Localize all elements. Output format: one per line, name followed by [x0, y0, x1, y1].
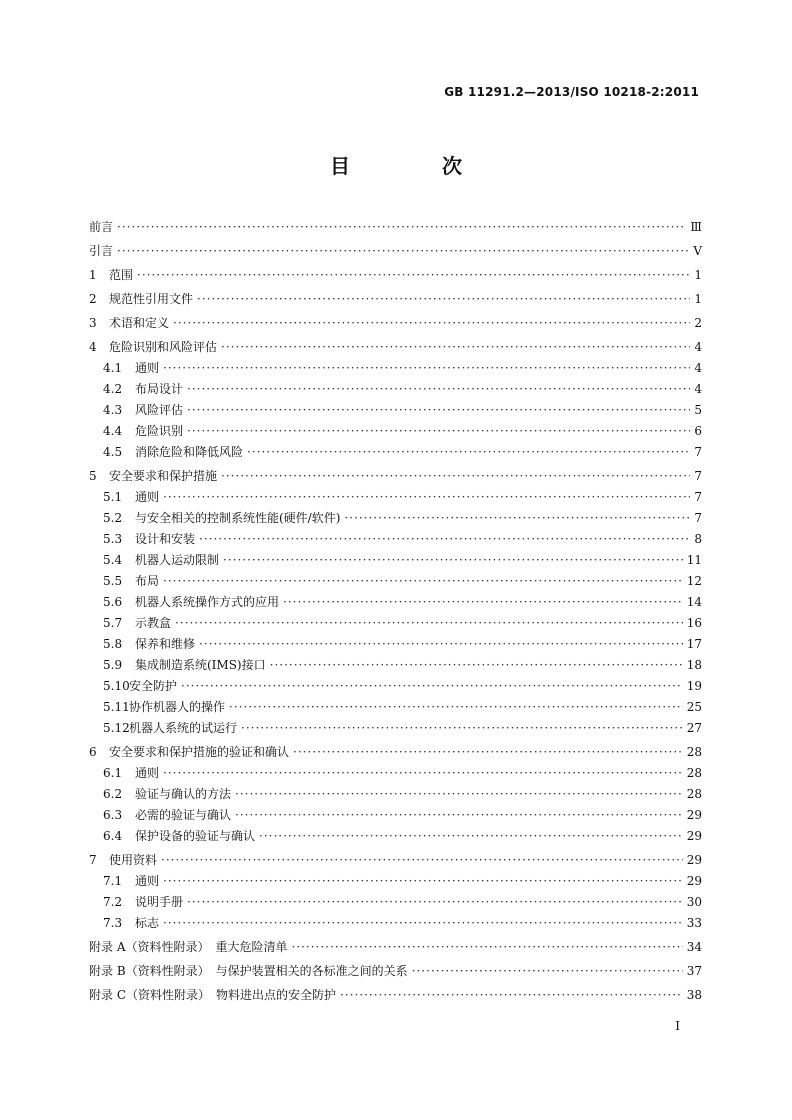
toc-entry-page: 16	[686, 616, 702, 630]
dot-leader	[163, 489, 690, 505]
toc-entry-title: 安全要求和保护措施的验证和确认	[109, 745, 290, 759]
toc-entry-number: 5.8	[103, 637, 123, 651]
toc-entry[interactable]	[89, 315, 702, 331]
toc-entry-title: 通则	[135, 766, 160, 780]
toc-entry[interactable]	[89, 915, 702, 931]
toc-entry[interactable]	[89, 423, 702, 439]
dot-leader	[117, 219, 686, 235]
toc-entry[interactable]	[89, 894, 702, 910]
toc-entry-page: 14	[686, 595, 702, 609]
toc-entry[interactable]	[89, 594, 702, 610]
dot-leader	[137, 267, 690, 283]
toc-entry[interactable]	[89, 339, 702, 355]
toc-entry-page: Ⅲ	[690, 220, 702, 234]
toc-entry[interactable]	[89, 939, 702, 955]
dot-leader	[221, 468, 690, 484]
toc-entry[interactable]	[89, 852, 702, 868]
toc-entry[interactable]	[89, 291, 702, 307]
toc-entry[interactable]	[89, 678, 702, 694]
toc-entry[interactable]	[89, 873, 702, 889]
toc-entry-title: 示教盒	[135, 616, 172, 630]
dot-leader	[223, 552, 683, 568]
dot-leader	[187, 381, 690, 397]
toc-entry[interactable]	[89, 243, 702, 259]
toc-entry-number: 4.5	[103, 445, 123, 459]
dot-leader	[283, 594, 683, 610]
toc-entry-title: 规范性引用文件	[109, 292, 194, 306]
toc-entry[interactable]	[89, 615, 702, 631]
toc-entry-number: 2	[89, 292, 97, 306]
toc-entry[interactable]	[89, 468, 702, 484]
dot-leader	[197, 291, 690, 307]
toc-entry[interactable]	[89, 489, 702, 505]
toc-entry-title: 范围	[109, 268, 134, 282]
toc-entry-page: 19	[686, 679, 702, 693]
toc-entry-number: 5	[89, 469, 97, 483]
toc-entry-title: 附录 B（资料性附录） 与保护装置相关的各标准之间的关系	[89, 964, 408, 978]
toc-entry-page: 29	[686, 853, 702, 867]
toc-entry-number: 4.3	[103, 403, 123, 417]
page-number: I	[675, 1019, 680, 1033]
toc-entry-number: 5.1	[103, 490, 123, 504]
dot-leader	[235, 786, 683, 802]
toc-entry-page: 5	[694, 403, 702, 417]
toc-entry[interactable]	[89, 219, 702, 235]
toc-entry-number: 6.1	[103, 766, 123, 780]
dot-leader	[161, 852, 683, 868]
toc-entry-page: 18	[686, 658, 702, 672]
toc-entry-number: 5.2	[103, 511, 123, 525]
toc-entry-page: 29	[686, 874, 702, 888]
toc-entry-title: 布局设计	[135, 382, 184, 396]
toc-entry-title: 设计和安装	[135, 532, 196, 546]
toc-entry-number: 5.10	[103, 679, 130, 693]
toc-entry-title: 集成制造系统(IMS)接口	[135, 658, 266, 672]
dot-leader	[221, 339, 690, 355]
toc-entry-page: 28	[686, 766, 702, 780]
toc-entry-number: 4.4	[103, 424, 123, 438]
dot-leader	[291, 939, 682, 955]
toc-entry-number: 7	[89, 853, 97, 867]
dot-leader	[241, 720, 683, 736]
toc-entry-page: 38	[686, 988, 702, 1002]
toc-entry-number: 4	[89, 340, 97, 354]
dot-leader	[175, 615, 683, 631]
toc-entry-number: 5.3	[103, 532, 123, 546]
toc-entry[interactable]	[89, 444, 702, 460]
toc-entry-page: 4	[694, 340, 702, 354]
dot-leader	[187, 894, 683, 910]
toc-entry-page: 7	[694, 490, 702, 504]
toc-entry-number: 5.11	[103, 700, 130, 714]
dot-leader	[270, 657, 683, 673]
toc-entry[interactable]	[89, 402, 702, 418]
dot-leader	[235, 807, 683, 823]
toc-entry-page: 4	[694, 361, 702, 375]
dot-leader	[340, 987, 683, 1003]
toc-entry-number: 1	[89, 268, 97, 282]
dot-leader	[187, 423, 690, 439]
toc-entry-number: 6.3	[103, 808, 123, 822]
toc-entry[interactable]	[89, 828, 702, 844]
toc-entry-page: 12	[686, 574, 702, 588]
toc-entry[interactable]	[89, 510, 702, 526]
dot-leader	[247, 444, 690, 460]
toc-entry-number: 4.1	[103, 361, 123, 375]
toc-entry-page: 29	[686, 808, 702, 822]
dot-leader	[181, 678, 683, 694]
toc-entry[interactable]	[89, 552, 702, 568]
toc-entry-title: 危险识别和风险评估	[109, 340, 218, 354]
dot-leader	[412, 963, 683, 979]
toc-entry-page: 33	[686, 916, 702, 930]
toc-entry-title: 引言	[89, 244, 114, 258]
toc-entry[interactable]	[89, 699, 702, 715]
toc-entry[interactable]	[89, 360, 702, 376]
toc-entry-page: 1	[694, 292, 702, 306]
dot-leader	[173, 315, 690, 331]
toc-entry-title: 消除危险和降低风险	[135, 445, 244, 459]
toc-entry-page: 4	[694, 382, 702, 396]
toc-entry-title: 与安全相关的控制系统性能(硬件/软件)	[135, 511, 341, 525]
toc-entry-title: 标志	[135, 916, 160, 930]
toc-entry-page: 7	[694, 445, 702, 459]
toc-entry[interactable]	[89, 657, 702, 673]
toc-entry[interactable]	[89, 963, 702, 979]
toc-entry-page: 29	[686, 829, 702, 843]
toc-entry-title: 前言	[89, 220, 114, 234]
toc-entry-page: 34	[686, 940, 702, 954]
toc-entry[interactable]	[89, 267, 702, 283]
toc-entry[interactable]	[89, 381, 702, 397]
toc-entry-title: 通则	[135, 361, 160, 375]
toc-entry-number: 4.2	[103, 382, 123, 396]
toc-entry-title: 验证与确认的方法	[135, 787, 232, 801]
toc-entry-number: 7.3	[103, 916, 123, 930]
toc-entry-page: 25	[686, 700, 702, 714]
dot-leader	[344, 510, 690, 526]
toc-entry-page: 2	[694, 316, 702, 330]
toc-entry-title: 通则	[135, 490, 160, 504]
dot-leader	[293, 744, 683, 760]
toc-entry[interactable]	[89, 744, 702, 760]
toc-entry[interactable]	[89, 786, 702, 802]
dot-leader	[163, 873, 683, 889]
toc-entry-title: 机器人运动限制	[135, 553, 220, 567]
toc-entry-page: 11	[686, 553, 702, 567]
toc-entry[interactable]	[89, 720, 702, 736]
dot-leader	[163, 765, 683, 781]
toc-entry-title: 保养和维修	[135, 637, 196, 651]
dot-leader	[163, 573, 683, 589]
dot-leader	[163, 360, 690, 376]
toc-entry-number: 6.2	[103, 787, 123, 801]
toc-entry-title: 安全要求和保护措施	[109, 469, 218, 483]
toc-entry-title: 必需的验证与确认	[135, 808, 232, 822]
toc-entry-title: 机器人系统操作方式的应用	[135, 595, 280, 609]
toc-entry-page: Ⅴ	[693, 244, 702, 258]
toc-entry-page: 17	[686, 637, 702, 651]
dot-leader	[199, 636, 683, 652]
toc-entry-number: 5.9	[103, 658, 123, 672]
toc-entry-title: 风险评估	[135, 403, 184, 417]
toc-entry-page: 27	[686, 721, 702, 735]
toc-entry-number: 3	[89, 316, 97, 330]
toc-entry-number: 5.5	[103, 574, 123, 588]
toc-entry-title: 布局	[135, 574, 160, 588]
toc-entry[interactable]	[89, 987, 702, 1003]
toc-entry-page: 28	[686, 745, 702, 759]
page-title: 目 次	[330, 154, 498, 178]
toc-entry-number: 6.4	[103, 829, 123, 843]
toc-entry[interactable]	[89, 636, 702, 652]
toc-entry[interactable]	[89, 807, 702, 823]
toc-entry-title: 协作机器人的操作	[129, 700, 226, 714]
toc-entry-title: 附录 A（资料性附录） 重大危险清单	[89, 940, 288, 954]
toc-entry-title: 附录 C（资料性附录） 物料进出点的安全防护	[89, 988, 336, 1002]
toc-entry-number: 5.6	[103, 595, 123, 609]
toc-entry-title: 使用资料	[109, 853, 158, 867]
standard-code: GB 11291.2—2013/ISO 10218-2:2011	[444, 85, 699, 99]
dot-leader	[259, 828, 683, 844]
toc-entry-title: 机器人系统的试运行	[129, 721, 238, 735]
toc-entry-title: 危险识别	[135, 424, 184, 438]
toc-entry-number: 5.7	[103, 616, 123, 630]
toc-entry-title: 说明手册	[135, 895, 184, 909]
toc-entry[interactable]	[89, 531, 702, 547]
dot-leader	[117, 243, 689, 259]
toc-entry-title: 通则	[135, 874, 160, 888]
toc-entry-title: 保护设备的验证与确认	[135, 829, 256, 843]
toc-entry-page: 1	[694, 268, 702, 282]
toc-entry-number: 7.2	[103, 895, 123, 909]
toc-entry-page: 8	[694, 532, 702, 546]
dot-leader	[229, 699, 683, 715]
toc-entry-page: 6	[694, 424, 702, 438]
toc-entry-title: 安全防护	[129, 679, 178, 693]
toc-entry-number: 6	[89, 745, 97, 759]
toc-entry-number: 5.4	[103, 553, 123, 567]
dot-leader	[187, 402, 690, 418]
toc-entry-number: 7.1	[103, 874, 123, 888]
toc-entry-title: 术语和定义	[109, 316, 170, 330]
table-of-contents	[89, 219, 702, 1003]
toc-entry[interactable]	[89, 765, 702, 781]
toc-entry[interactable]	[89, 573, 702, 589]
dot-leader	[163, 915, 683, 931]
toc-entry-page: 7	[694, 469, 702, 483]
toc-entry-page: 37	[686, 964, 702, 978]
toc-entry-page: 28	[686, 787, 702, 801]
toc-entry-number: 5.12	[103, 721, 130, 735]
toc-entry-page: 30	[686, 895, 702, 909]
dot-leader	[199, 531, 690, 547]
toc-entry-page: 7	[694, 511, 702, 525]
